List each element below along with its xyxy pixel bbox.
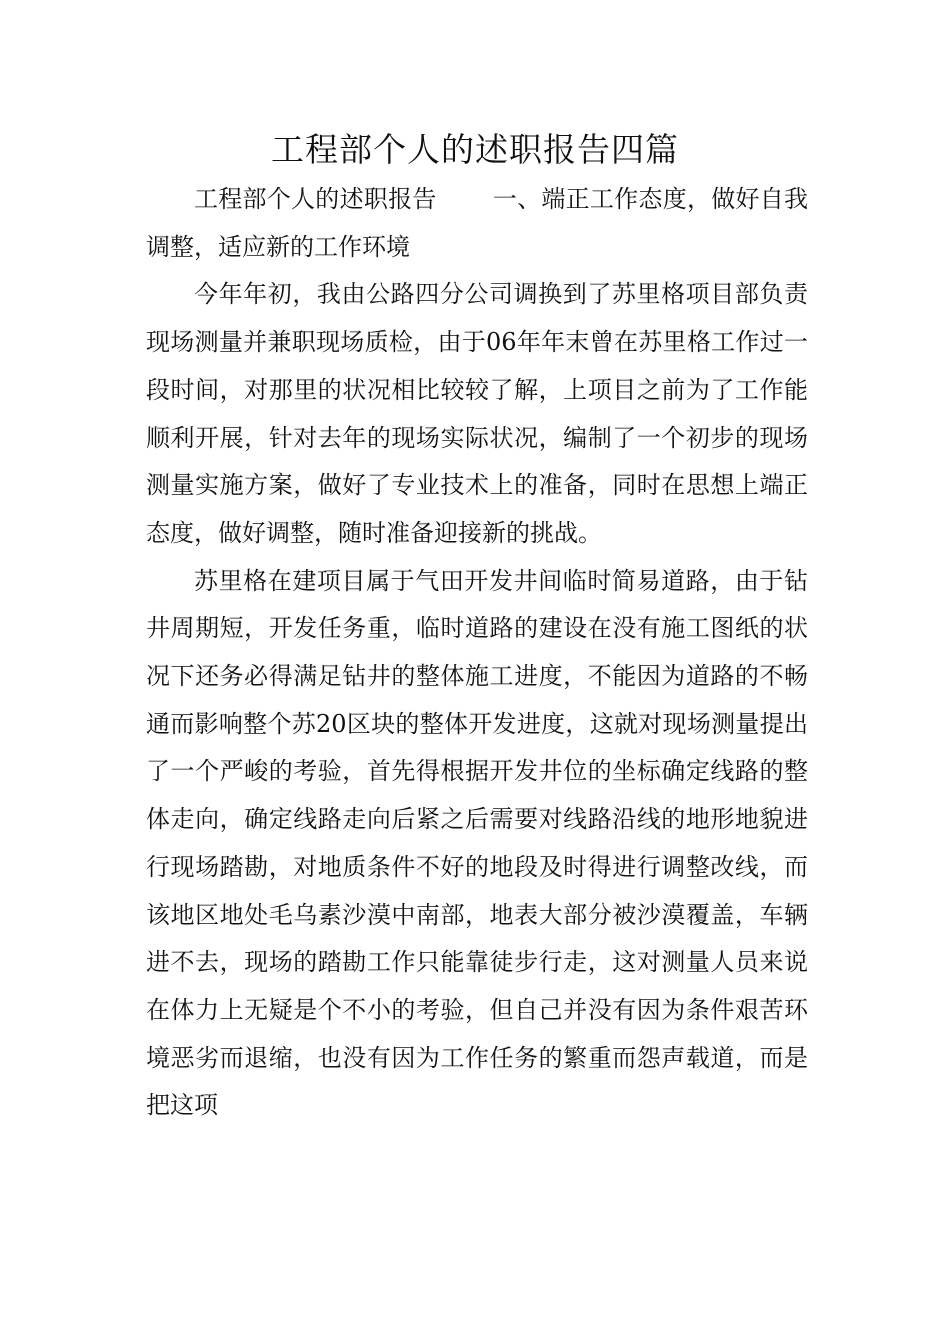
paragraph-3: 苏里格在建项目属于气田开发井间临时简易道路，由于钻井周期短，开发任务重，临时道路的建设在没有施工图纸的状况下还务必得满足钻井的整体施工进度，不能因为道路的不畅通而影响整个苏20区块的整体开发进度，这就对现场测量提出了一个严峻的考验，首先得根据开发井位的坐标确定线路的整体走向，确定线路走向后紧之后需要对线路沿线的地形地貌进行现场踏勘，对地质条件不好的地段及时得进行调整改线，而该地区地处毛乌素沙漠中南部，地表大部分被沙漠覆盖，车辆进不去，现场的踏勘工作只能靠徒步行走，这对测量人员来说在体力上无疑是个不小的考验，但自己并没有因为条件艰苦环境恶劣而退缩，也没有因为工作任务的繁重而怨声载道，而是把这项 <box>146 566 808 1120</box>
document-body <box>146 176 808 1130</box>
page-title: 工程部个人的述职报告四篇 <box>271 130 679 169</box>
section-heading: 一、端正工作态度，做好自我调整，适应新的工作环境 <box>146 185 808 261</box>
paragraph-1 <box>146 176 808 271</box>
paragraph-2: 今年年初，我由公路四分公司调换到了苏里格项目部负责现场测量并兼职现场质检，由于06年年末曾在苏里格工作过一段时间，对那里的状况相比较较了解，上项目之前为了工作能顺利开展，针对去年的现场实际状况，编制了一个初步的现场测量实施方案，做好了专业技术上的准备，同时在思想上端正态度，做好调整，随时准备迎接新的挑战。 <box>146 280 808 547</box>
report-heading: 工程部个人的述职报告 <box>194 185 437 213</box>
